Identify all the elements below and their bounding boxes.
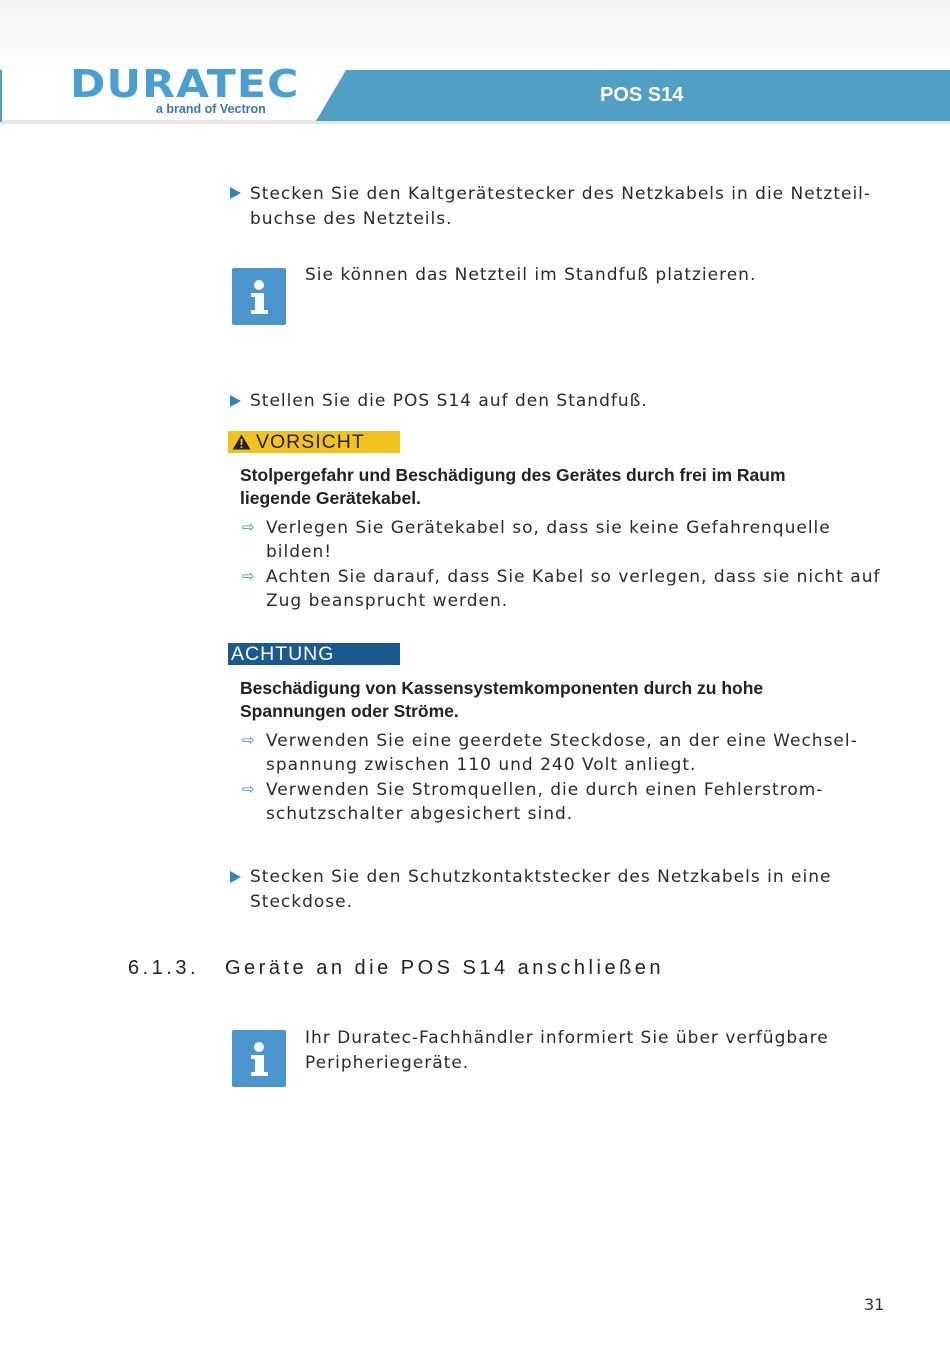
notice-item-continued: spannung zwischen 110 und 240 Volt anliegt. [266, 755, 697, 775]
info-text: Sie können das Netzteil im Standfuß platzieren. [305, 265, 757, 285]
info-text: Ihr Duratec-Fachhändler informiert Sie über verfügbare [305, 1028, 829, 1048]
outline-arrow-icon: ⇨ [242, 518, 255, 536]
notice-heading-continued: Spannungen oder Ströme. [240, 701, 459, 721]
triangle-right-icon [230, 395, 241, 407]
info-icon [232, 268, 286, 325]
page-number: 31 [864, 1295, 885, 1314]
logo-wordmark: DURATEC [70, 62, 300, 106]
header-accent [0, 70, 2, 122]
logo-tagline: a brand of Vectron [156, 102, 266, 116]
step-text-continued: buchse des Netzteils. [250, 209, 453, 229]
triangle-right-icon [230, 187, 241, 199]
caution-item: Verlegen Sie Gerätekabel so, dass sie keine Gefahrenquelle [266, 518, 831, 538]
caution-label-text: VORSICHT [256, 431, 365, 453]
outline-arrow-icon: ⇨ [242, 731, 255, 749]
notice-label-text: ACHTUNG [231, 643, 335, 665]
step-text: Stecken Sie den Kaltgerätestecker des Netzkabels in die Netzteil- [250, 184, 872, 204]
duratec-logo [70, 62, 300, 118]
step-text: Stecken Sie den Schutzkontaktstecker des Netzkabels in eine [250, 867, 832, 887]
section-title: Geräte an die POS S14 anschließen [225, 957, 665, 979]
caution-item-continued: bilden! [266, 542, 333, 562]
notice-heading: Beschädigung von Kassensystemkomponenten durch zu hohe [240, 678, 764, 698]
notice-label [228, 643, 400, 665]
product-title: POS S14 [600, 84, 684, 106]
warning-triangle-icon [232, 434, 251, 450]
notice-item-continued: schutzschalter abgesichert sind. [266, 804, 574, 824]
page-header [0, 0, 950, 130]
step-text-continued: Steckdose. [250, 892, 354, 912]
notice-item: Verwenden Sie eine geerdete Steckdose, an der eine Wechsel- [266, 731, 858, 751]
info-icon [232, 1030, 286, 1087]
section-number: 6.1.3. [128, 957, 200, 979]
triangle-right-icon [230, 871, 241, 883]
outline-arrow-icon: ⇨ [242, 780, 255, 798]
caution-heading: Stolpergefahr und Beschädigung des Gerätes durch frei im Raum [240, 465, 786, 485]
outline-arrow-icon: ⇨ [242, 567, 255, 585]
caution-item: Achten Sie darauf, dass Sie Kabel so verlegen, dass sie nicht auf [266, 567, 881, 587]
info-text-continued: Peripheriegeräte. [305, 1053, 470, 1073]
caution-label [228, 431, 400, 453]
step-text: Stellen Sie die POS S14 auf den Standfuß. [250, 391, 648, 411]
caution-item-continued: Zug beansprucht werden. [266, 591, 509, 611]
notice-item: Verwenden Sie Stromquellen, die durch einen Fehlerstrom- [266, 780, 824, 800]
caution-heading-continued: liegende Gerätekabel. [240, 488, 421, 508]
